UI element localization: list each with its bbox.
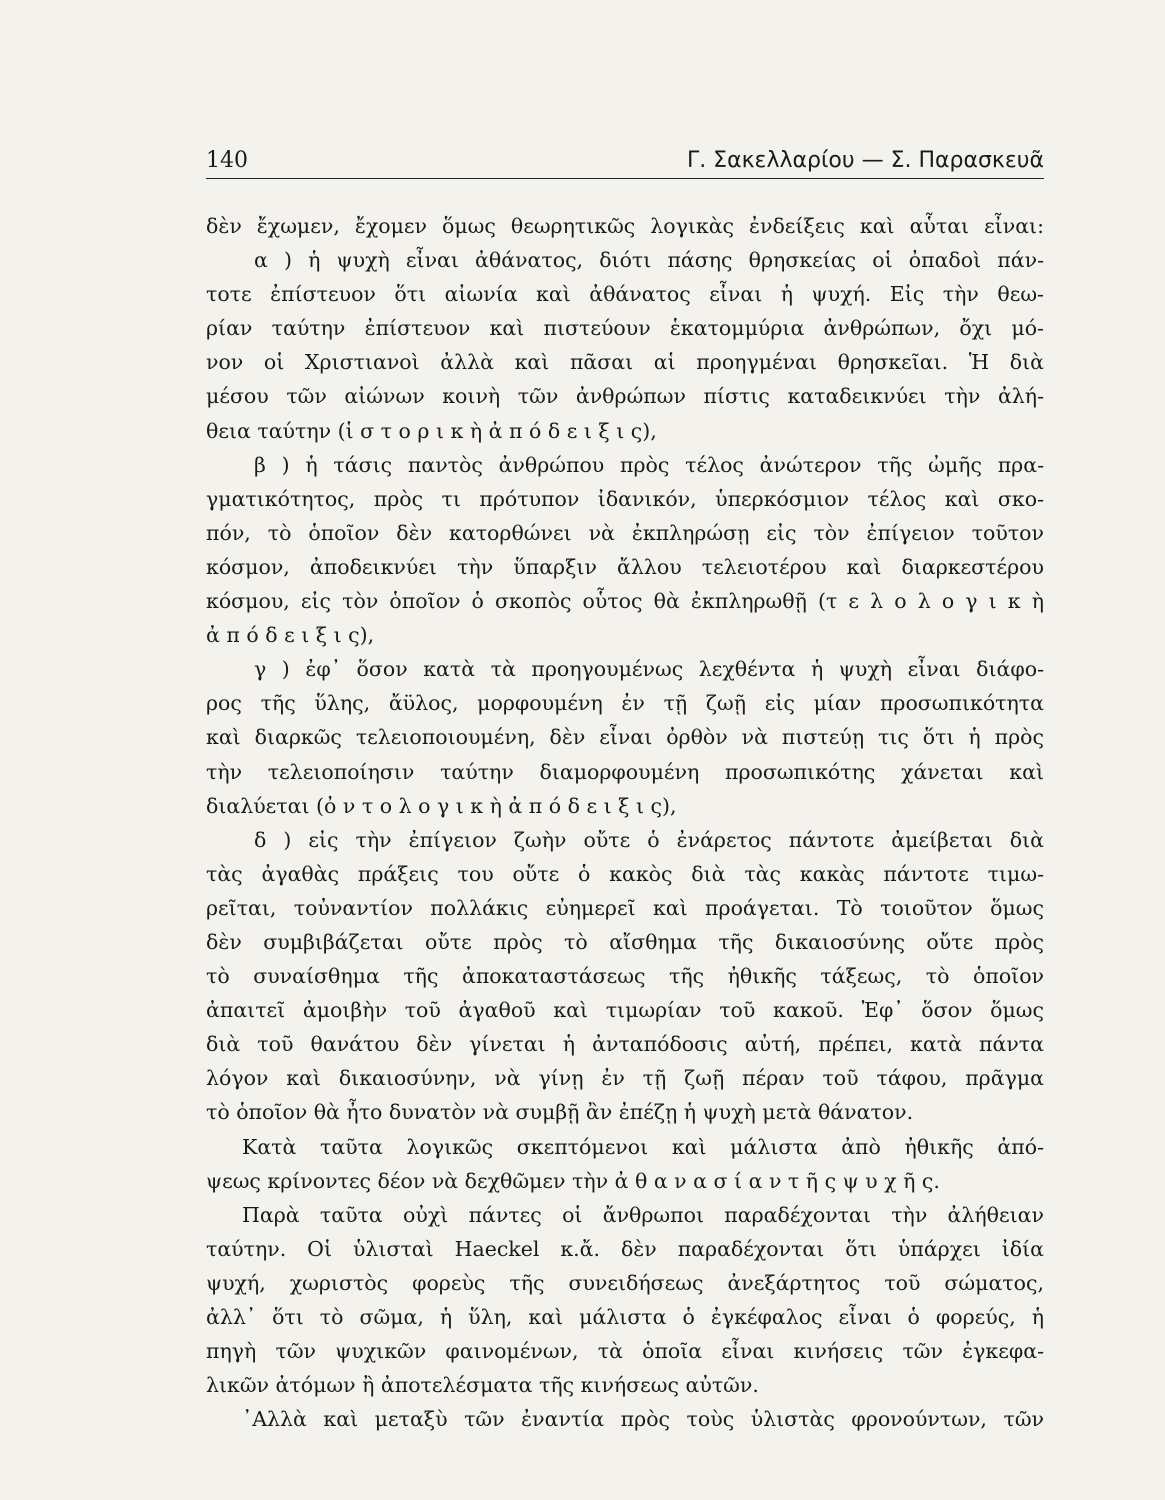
text-line: πηγὴ τῶν ψυχικῶν φαινομένων, τὰ ὁποῖα εἶναι κινήσεις τῶν ἐγκεφα-: [206, 1339, 1044, 1364]
body-text: [206, 209, 1044, 1436]
text-line: τὰς ἀγαθὰς πράξεις του οὔτε ὁ κακὸς διὰ τὰς κακὰς πάντοτε τιμω-: [206, 861, 1044, 886]
text-line: β ) ἡ τάσις παντὸς ἀνθρώπου πρὸς τέλος ἀνώτερον τῆς ὠμῆς πρα-: [254, 452, 1044, 477]
text-line: καὶ διαρκῶς τελειοποιουμένη, δὲν εἶναι ὀρθὸν νὰ πιστεύῃ τις ὅτι ἡ πρὸς: [206, 725, 1044, 750]
text-line: μέσου τῶν αἰώνων κοινὴ τῶν ἀνθρώπων πίστις καταδεικνύει τὴν ἀλή-: [206, 384, 1044, 409]
text-line: ἀλλ᾽ ὅτι τὸ σῶμα, ἡ ὕλη, καὶ μάλιστα ὁ ἐγκέφαλος εἶναι ὁ φορεύς, ἡ: [206, 1305, 1044, 1329]
text-line: τὸ συναίσθημα τῆς ἀποκαταστάσεως τῆς ἠθικῆς τάξεως, τὸ ὁποῖον: [206, 964, 1044, 989]
text-line: ταύτην. Οἱ ὑλισταὶ Haeckel κ.ἄ. δὲν παραδέχονται ὅτι ὑπάρχει ἰδία: [206, 1236, 1044, 1261]
text-line: ἀ π ό δ ε ι ξ ι ς),: [206, 623, 375, 648]
text-line: γ ) ἐφ᾽ ὅσον κατὰ τὰ προηγουμένως λεχθέντα ἡ ψυχὴ εἶναι διάφο-: [254, 657, 1044, 682]
text-line: διαλύεται (ὀ ν τ ο λ ο γ ι κ ὴ ἀ π ό δ ε ι ξ ι ς),: [206, 793, 677, 818]
text-line: δ ) εἰς τὴν ἐπίγειον ζωὴν οὔτε ὁ ἐνάρετος πάντοτε ἀμείβεται διὰ: [254, 827, 1044, 852]
text-line: ψεως κρίνοντες δέον νὰ δεχθῶμεν τὴν ἀ θ α ν α σ ί α ν τ ῆ ς ψ υ χ ῆ ς.: [206, 1168, 940, 1193]
running-head: Γ. Σακελλαρίου — Σ. Παρασκευᾶ: [686, 148, 1044, 173]
text-line: διὰ τοῦ θανάτου δὲν γίνεται ἡ ἀνταπόδοσις αὐτή, πρέπει, κατὰ πάντα: [206, 1032, 1044, 1057]
text-line: ρεῖται, τοὐναντίον πολλάκις εὐημερεῖ καὶ προάγεται. Τὸ τοιοῦτον ὅμως: [206, 895, 1044, 920]
text-line: τὸ ὁποῖον θὰ ἦτο δυνατὸν νὰ συμβῇ ἂν ἐπέζῃ ἡ ψυχὴ μετὰ θάνατον.: [206, 1100, 914, 1125]
text-line: ᾽Αλλὰ καὶ μεταξὺ τῶν ἐναντία πρὸς τοὺς ὑλιστὰς φρονούντων, τῶν: [242, 1407, 1044, 1432]
text-line: Κατὰ ταῦτα λογικῶς σκεπτόμενοι καὶ μάλιστα ἀπὸ ἠθικῆς ἀπό-: [242, 1134, 1044, 1159]
text-line: λόγον καὶ δικαιοσύνην, νὰ γίνῃ ἐν τῇ ζωῇ πέραν τοῦ τάφου, πρᾶγμα: [206, 1066, 1044, 1091]
page-header: [206, 140, 1044, 180]
text-line: ρος τῆς ὕλης, ἄϋλος, μορφουμένη ἐν τῇ ζωῇ εἰς μίαν προσωπικότητα: [206, 691, 1044, 716]
text-line: γματικότητος, πρὸς τι πρότυπον ἰδανικόν, ὑπερκόσμιον τέλος καὶ σκο-: [206, 486, 1044, 511]
text-line: δὲν συμβιβάζεται οὔτε πρὸς τὸ αἴσθημα τῆς δικαιοσύνης οὔτε πρὸς: [206, 929, 1044, 954]
text-line: ἀπαιτεῖ ἀμοιβὴν τοῦ ἀγαθοῦ καὶ τιμωρίαν τοῦ κακοῦ. Ἐφ᾽ ὅσον ὅμως: [206, 998, 1044, 1023]
text-line: ρίαν ταύτην ἐπίστευον καὶ πιστεύουν ἑκατομμύρια ἀνθρώπων, ὄχι μό-: [206, 316, 1044, 341]
header-rule: [206, 178, 1044, 179]
text-line: κόσμου, εἰς τὸν ὁποῖον ὁ σκοπὸς οὗτος θὰ ἐκπληρωθῇ (τ ε λ ο λ ο γ ι κ ὴ: [206, 589, 1044, 614]
page-number: 140: [206, 148, 248, 173]
text-line: νον οἱ Χριστιανοὶ ἀλλὰ καὶ πᾶσαι αἱ προηγμέναι θρησκεῖαι. Ἡ διὰ: [206, 350, 1044, 375]
text-line: τὴν τελειοποίησιν ταύτην διαμορφουμένη προσωπικότης χάνεται καὶ: [206, 759, 1044, 784]
text-line: Παρὰ ταῦτα οὐχὶ πάντες οἱ ἄνθρωποι παραδέχονται τὴν ἀλήθειαν: [242, 1202, 1044, 1227]
text-line: πόν, τὸ ὁποῖον δὲν κατορθώνει νὰ ἐκπληρώσῃ εἰς τὸν ἐπίγειον τοῦτον: [206, 520, 1044, 545]
text-line: κόσμον, ἀποδεικνύει τὴν ὕπαρξιν ἄλλου τελειοτέρου καὶ διαρκεστέρου: [206, 554, 1044, 579]
text-line: ψυχή, χωριστὸς φορεὺς τῆς συνειδήσεως ἀνεξάρτητος τοῦ σώματος,: [206, 1270, 1044, 1295]
text-line: θεια ταύτην (ἱ σ τ ο ρ ι κ ὴ ἀ π ό δ ε ι ξ ι ς),: [206, 418, 657, 443]
text-line: δὲν ἔχωμεν, ἔχομεν ὅμως θεωρητικῶς λογικὰς ἐνδείξεις καὶ αὗται εἶναι:: [206, 214, 1044, 238]
text-line: λικῶν ἀτόμων ἢ ἀποτελέσματα τῆς κινήσεως αὐτῶν.: [206, 1373, 759, 1398]
text-line: α ) ἡ ψυχὴ εἶναι ἀθάνατος, διότι πάσης θρησκείας οἱ ὀπαδοὶ πάν-: [254, 248, 1044, 273]
text-line: τοτε ἐπίστευον ὅτι αἰωνία καὶ ἀθάνατος εἶναι ἡ ψυχή. Εἰς τὴν θεω-: [206, 282, 1044, 307]
